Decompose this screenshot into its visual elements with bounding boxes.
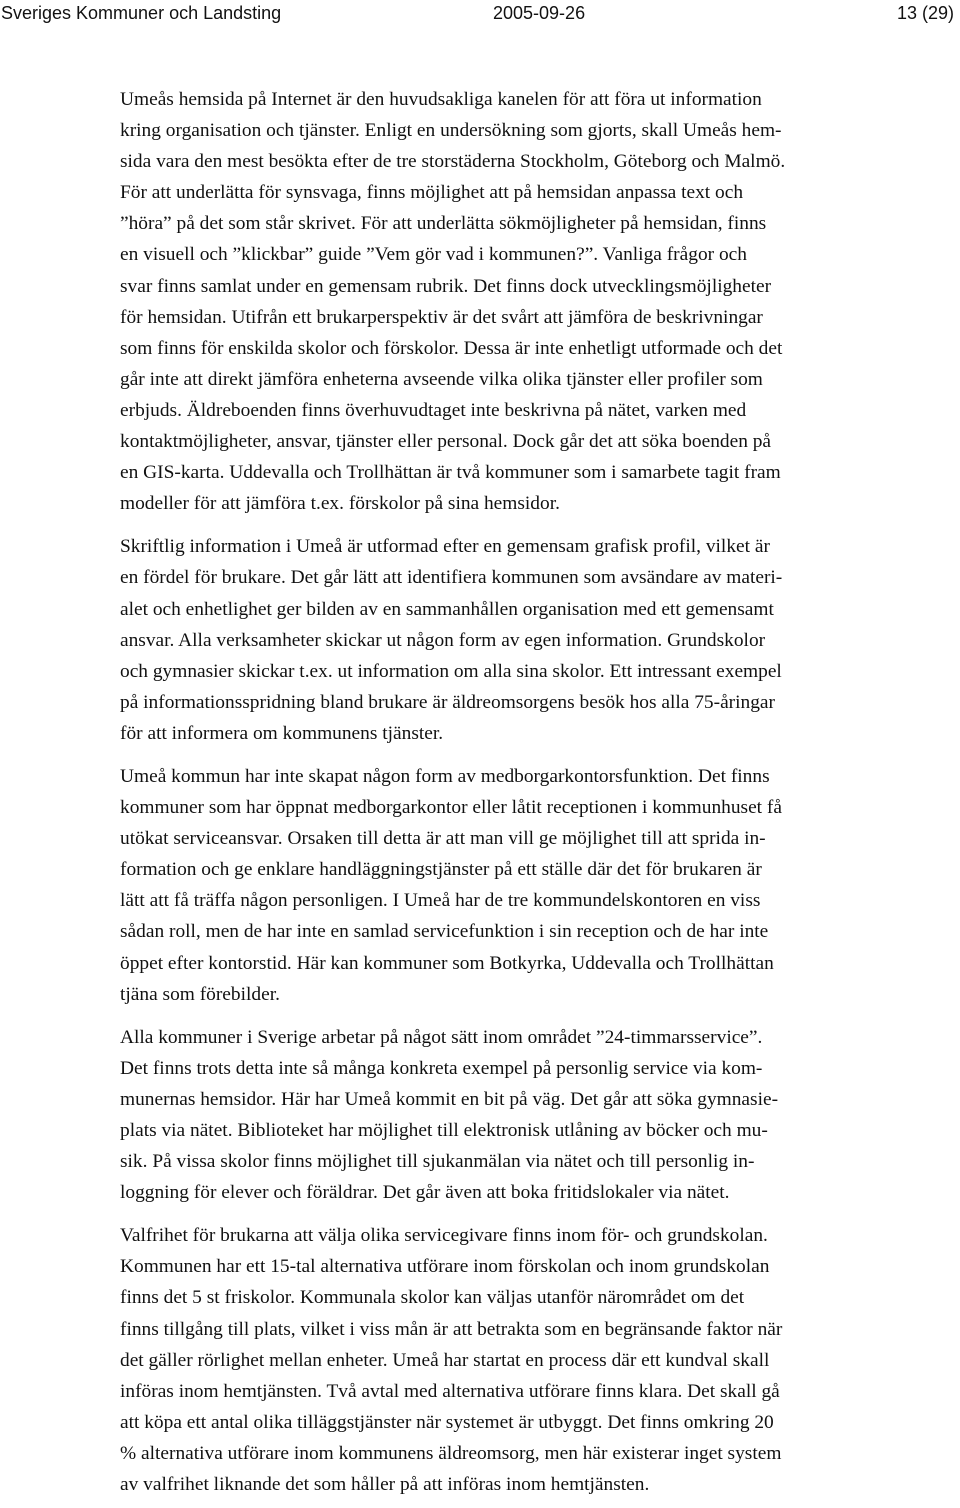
paragraph-umea-website: Umeås hemsida på Internet är den huvudsakliga kanelen för att föra ut information kring organisation och tjänster. Enligt en undersökning som gjorts, skall Umeås hem- sida vara den mest besökta efter de tre storstäderna Stockholm, Göteborg och Malmö. För att underlätta för synsvaga, finns möjlighet att på hemsidan anpassa text och ”höra” på det som står skrivet. För att underlätta sökmöjligheter på hemsidan, finns en visuell och ”klickbar” guide ”Vem gör vad i kommunen?”. Vanliga frågor och svar finns samlat under en gemensam rubrik. Det finns dock utvecklingsmöjligheter för hemsidan. Utifrån ett brukarperspektiv är det svårt att jämföra de beskrivningar som finns för enskilda skolor och förskolor. Dessa är inte enhetligt utformade och det går inte att direkt jämföra enheterna avseende vilka olika tjänster eller profiler som erbjuds. Äldreboenden finns överhuvudtaget inte beskrivna på nätet, varken med kontaktmöjligheter, ansvar, tjänster eller personal. Dock går det att söka boenden på en GIS-karta. Uddevalla och Trollhättan är två kommuner som i samarbete tagit fram modeller för att jämföra t.ex. förskolor på sina hemsidor. (120, 89, 786, 515)
document-date: 2005-09-26 (493, 3, 586, 23)
organization-name: Sveriges Kommuner och Landsting (1, 3, 282, 23)
paragraph-24-hour-service: Alla kommuner i Sverige arbetar på något sätt inom området ”24-timmarsservice”. Det finns trots detta inte så många konkreta exempel på personlig service via kom- munernas hemsidor. Här har Umeå kommit en bit på väg. Det går att söka gymnasie- plats via nätet. Biblioteket har möjlighet till elektronisk utlåning av böcker och mu- sik. På vissa skolor finns möjlighet till sjukanmälan via nätet och till personlig in- loggning för elever och föräldrar. Det går även att boka fritidslokaler via nätet. (120, 1026, 779, 1204)
paragraph-written-information: Skriftlig information i Umeå är utformad efter en gemensam grafisk profil, vilket är en fördel för brukare. Det går lätt att identifiera kommunen som avsändare av materi- alet och enhetlighet ger bilden av en sammanhållen organisation med ett gemensamt ansvar. Alla verksamheter skickar ut någon form av egen information. Grundskolor och gymnasier skickar t.ex. ut information om alla sina skolor. Ett intressant exempel på informationsspridning bland brukare är äldreomsorgens besök hos alla 75-åringar för att informera om kommunens tjänster. (120, 536, 783, 744)
page-number: 13 (29) (896, 3, 954, 23)
page-header (0, 0, 960, 26)
paragraph-citizen-office: Umeå kommun har inte skapat någon form av medborgarkontorsfunktion. Det finns kommuner som har öppnat medborgarkontor eller låtit receptionen i kommunhuset få utökat serviceansvar. Orsaken till detta är att man vill ge möjlighet till att sprida in- formation och ge enklare handläggningstjänster på ett ställe där det för brukaren är lätt att få träffa någon personligen. I Umeå har de tre kommundelskontoren en viss sådan roll, men de har inte en samlad servicefunktion i sin reception och de har inte öppet efter kontorstid. Här kan kommuner som Botkyrka, Uddevalla och Trollhättan tjäna som förebilder. (120, 765, 782, 1005)
paragraph-freedom-of-choice: Valfrihet för brukarna att välja olika servicegivare finns inom för- och grundskolan. Kommunen har ett 15-tal alternativa utförare inom förskolan och inom grundskolan finns det 5 st friskolor. Kommunala skolor kan väljas utanför närområdet om det finns tillgång till plats, vilket i viss mån är att betrakta som en begränsande faktor när det gäller rörlighet mellan enheter. Umeå har startat en process där ett kundval skall införas inom hemtjänsten. Två avtal med alternativa utförare finns klara. Det skall gå att köpa ett antal olika tilläggstjänster när systemet är utbyggt. Det finns omkring 20 % alternativa utförare inom kommunens äldreomsorg, men här existerar inget system av valfrihet liknande det som håller på att införas inom hemtjänsten. (120, 1225, 783, 1496)
document-body (120, 84, 910, 1500)
